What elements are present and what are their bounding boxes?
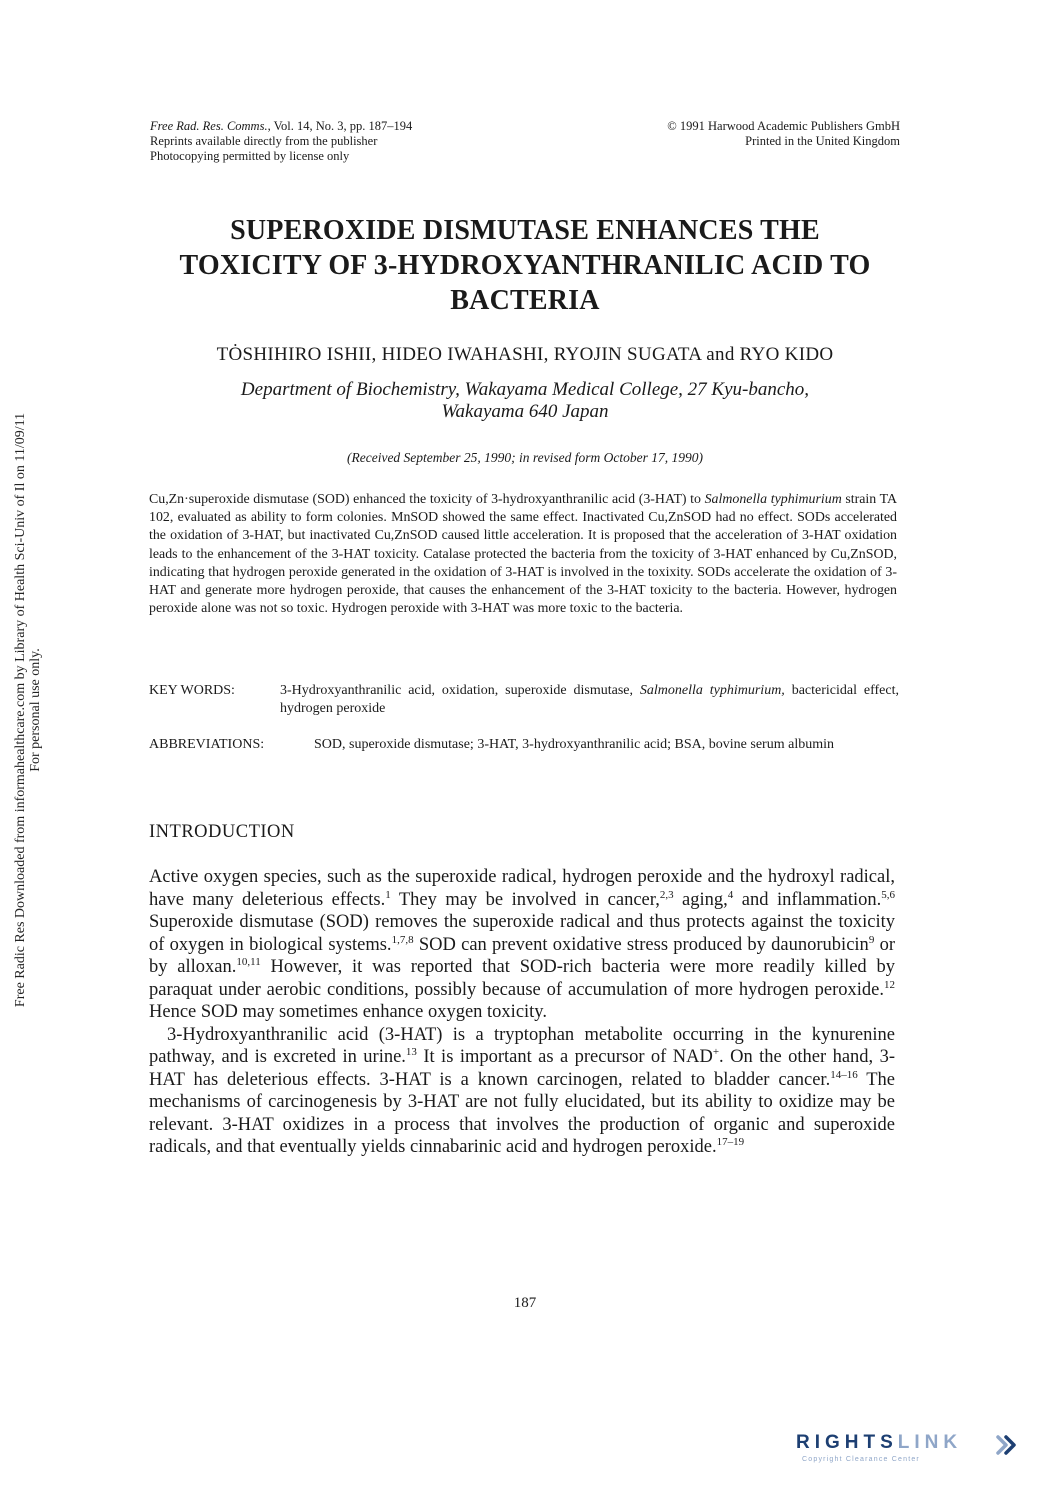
journal-citation <box>150 119 412 134</box>
affiliation-line: Department of Biochemistry, Wakayama Medical College, 27 Kyu-bancho, <box>240 379 810 400</box>
copyright-notice: © 1991 Harwood Academic Publishers GmbH <box>667 119 900 133</box>
affiliation <box>100 379 950 423</box>
download-watermark <box>13 340 43 1080</box>
citation: 4 <box>727 888 734 901</box>
keywords-block <box>149 682 899 718</box>
watermark-line: For personal use only. <box>28 648 43 772</box>
author-list: TȮSHIHIRO ISHII, HIDEO IWAHASHI, RYOJIN SUGATA and RYO KIDO <box>216 344 834 365</box>
abbreviations-text: SOD, superoxide dismutase; 3-HAT, 3-hydroxyanthranilic acid; BSA, bovine serum albumin <box>314 737 834 752</box>
rightslink-word-a: RIGHTS <box>796 1432 898 1453</box>
text-run: They may be involved in cancer, <box>390 889 660 910</box>
citation: 1 <box>385 888 391 901</box>
rightslink-wordmark <box>796 1432 1026 1454</box>
text-run: It is important as a precursor of NAD <box>416 1047 713 1067</box>
text-run: Active oxygen species, such as the superoxide radical, hydrogen peroxide and the hydroxyl radical, have many deleterious effects. <box>149 867 895 910</box>
text-run: and inflammation. <box>733 889 882 910</box>
citation: 1,7,8 <box>391 933 414 946</box>
rightslink-logo[interactable] <box>796 1432 1026 1480</box>
paper-title <box>100 213 950 318</box>
abstract-text: strain TA 102, evaluated as ability to form colonies. MnSOD showed the same effect. Inactivated Cu,ZnSOD had no effect. SODs accelerated the oxidation of 3-HAT, but inactivated Cu,ZnSOD caused little acceleration. It is proposed that the acceleration of 3-HAT oxidation leads to the enhancement of the 3-HAT toxicity. Catalase protected the bacteria from the toxicity of 3-HAT enhanced by Cu,ZnSOD, indicating that hydrogen peroxide generated in the oxidation of 3-HAT is involved in the toxixity. SODs accelerate the oxidation of 3-HAT and generate more hydrogen peroxide, that causes the enhancement of the 3-HAT toxicity to the bacteria. However, hydrogen peroxide alone was not so toxic. Hydrogen peroxide with 3-HAT was more toxic to the bacteria. <box>149 492 897 617</box>
keywords-part: 3-Hydroxyanthranilic acid, oxidation, superoxide dismutase, <box>280 683 640 698</box>
text-run: Superoxide dismutase (SOD) removes the superoxide radical and thus protects against the toxicity of oxygen in biological systems. <box>149 912 895 955</box>
keywords-organism: Salmonella typhimurium, <box>639 683 785 698</box>
citation: 14–16 <box>830 1068 858 1081</box>
section-heading-introduction: INTRODUCTION <box>149 822 295 842</box>
reprints-note: Reprints available directly from the publisher <box>150 134 378 148</box>
text-run: aging, <box>673 889 728 910</box>
rightslink-arrow-icon <box>994 1433 1020 1457</box>
citation: 10,11 <box>236 956 261 968</box>
text-run: However, it was reported that SOD-rich bacteria were more readily killed by paraquat under aerobic conditions, possibly because of accumulation of more hydrogen peroxide. <box>149 957 895 1000</box>
page-number: 187 <box>513 1295 537 1311</box>
printed-note: Printed in the United Kingdom <box>745 134 900 148</box>
photocopy-note: Photocopying permitted by license only <box>150 149 350 163</box>
text-run: 3-Hydroxyanthranilic acid (3-HAT) is a tryptophan metabolite occurring in the kynurenine pathway, and is excreted in urine. <box>149 1024 895 1067</box>
title-line: TOXICITY OF 3-HYDROXYANTHRANILIC ACID TO <box>179 250 871 281</box>
running-header-left <box>150 119 412 164</box>
rightslink-subtitle: Copyright Clearance Center <box>802 1456 920 1463</box>
superscript-plus: + <box>712 1046 720 1058</box>
citation: 12 <box>884 978 895 991</box>
text-run: . On the other hand, 3-HAT has deleterious effects. 3-HAT is a known carcinogen, related to bladder cancer. <box>149 1047 895 1090</box>
abbreviations-label: ABBREVIATIONS: <box>149 737 265 752</box>
text-run: The mechanisms of carcinogenesis by 3-HAT are not fully elucidated, but its ability to oxidize may be relevant. 3-HAT oxidizes in a process that involves the production of organic and superoxide radicals, and that eventually yields cinnabarinic acid and hydrogen peroxide. <box>149 1069 895 1157</box>
affiliation-line: Wakayama 640 Japan <box>441 401 609 422</box>
text-run: SOD can prevent oxidative stress produced by daunorubicin <box>413 934 869 955</box>
running-header-right <box>580 119 900 149</box>
abstract-text: Cu,Zn·superoxide dismutase (SOD) enhanced the toxicity of 3-hydroxyanthranilic acid (3-HAT) to <box>149 492 705 507</box>
citation: 2,3 <box>659 888 674 901</box>
title-line: SUPEROXIDE DISMUTASE ENHANCES THE <box>230 215 820 246</box>
volume-pages: , Vol. 14, No. 3, pp. 187–194 <box>267 119 413 133</box>
introduction-body <box>149 866 895 1159</box>
abstract-organism: Salmonella typhimurium <box>704 492 842 507</box>
keywords-label: KEY WORDS: <box>149 683 235 698</box>
citation: 13 <box>405 1046 417 1058</box>
rightslink-word-b: LINK <box>897 1432 963 1453</box>
paragraph <box>149 866 895 1024</box>
citation: 9 <box>868 933 875 946</box>
keywords-text <box>280 682 899 718</box>
paragraph <box>149 1024 895 1159</box>
citation: 17–19 <box>716 1136 745 1148</box>
abbreviations-block <box>149 736 899 754</box>
citation: 5,6 <box>881 888 895 901</box>
received-dates: (Received September 25, 1990; in revised form October 17, 1990) <box>346 450 704 465</box>
keywords-part: bactericidal effect, hydrogen peroxide <box>280 683 899 716</box>
abstract <box>149 491 897 618</box>
journal-name: Free Rad. Res. Comms. <box>150 119 268 133</box>
text-run: Hence SOD may sometimes enhance oxygen toxicity. <box>149 1002 547 1022</box>
title-line: BACTERIA <box>450 285 600 316</box>
watermark-line: Free Radic Res Downloaded from informahealthcare.com by Library of Health Sci-Univ of Il on 11/09/11 <box>13 412 28 1008</box>
text-run: or by alloxan. <box>149 934 895 977</box>
